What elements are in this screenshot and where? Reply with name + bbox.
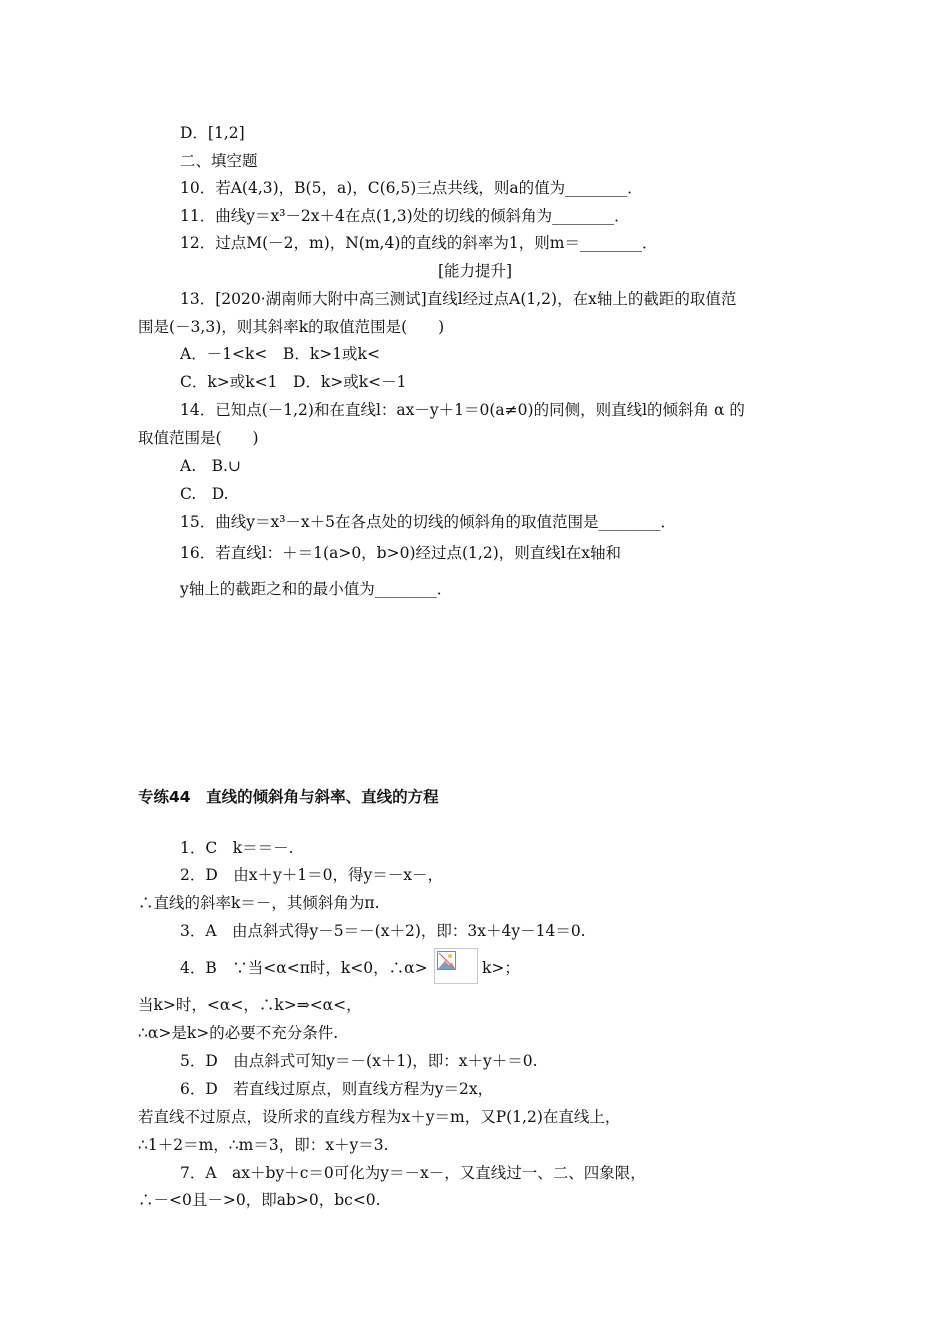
answer-2-line1: 2．D 由x＋y＋1＝0，得y＝－x－，: [180, 866, 444, 884]
answer-6-line2: 若直线不过原点，设所求的直线方程为x＋y＝m，又P(1,2)在直线上，: [138, 1108, 621, 1126]
question-14-line2: 取值范围是( ): [138, 429, 259, 447]
answer-4-line2: 当k>时，<α<，∴k>⇒<α<，: [138, 996, 362, 1014]
answer-6-line3: ∴1＋2＝m，∴m＝3，即：x＋y＝3.: [138, 1136, 389, 1154]
answer-6-line1: 6．D 若直线过原点，则直线方程为y＝2x，: [180, 1080, 494, 1098]
answer-7-line2: ∴－<0且－>0，即ab>0，bc<0.: [138, 1191, 381, 1209]
answer-4-line3: ∴α>是k>的必要不充分条件.: [138, 1024, 339, 1042]
answer-2-line2: ∴直线的斜率k＝－，其倾斜角为π.: [138, 894, 380, 912]
answer-1: 1．C k＝＝－.: [180, 839, 294, 857]
answer-section-title: 专练44 直线的倾斜角与斜率、直线的方程: [138, 788, 439, 806]
broken-image-icon: [434, 948, 478, 984]
question-14-options-ab: A. B.∪: [180, 457, 241, 475]
answer-3: 3．A 由点斜式得y－5＝－(x＋2)，即：3x＋4y－14＝0.: [180, 922, 586, 940]
question-12: 12．过点M(－2，m)，N(m,4)的直线的斜率为1，则m＝________．: [180, 234, 658, 252]
fill-in-heading: 二、填空题: [180, 152, 258, 170]
question-16-line1: 16．若直线l：＋＝1(a>0，b>0)经过点(1,2)，则直线l在x轴和: [180, 544, 621, 562]
question-14-line1: 14．已知点(－1,2)和在直线l：ax－y＋1＝0(a≠0)的同侧，则直线l的倾斜角 α 的: [180, 401, 745, 419]
question-10: 10．若A(4,3)，B(5，a)，C(6,5)三点共线，则a的值为________．: [180, 179, 643, 197]
option-d-line: D．[1,2]: [180, 124, 245, 142]
answer-5: 5．D 由点斜式可知y＝－(x＋1)，即：x＋y＋＝0.: [180, 1052, 538, 1070]
question-15: 15．曲线y＝x³－x＋5在各点处的切线的倾斜角的取值范围是________．: [180, 513, 677, 531]
section-heading-ability: [能力提升]: [437, 262, 513, 280]
question-11: 11．曲线y＝x³－2x＋4在点(1,3)处的切线的倾斜角为________．: [180, 207, 630, 225]
question-13-options-cd: C．k>或k<1 D．k>或k<－1: [180, 373, 407, 391]
question-13-line2: 围是(－3,3)，则其斜率k的取值范围是( ): [138, 318, 445, 336]
answer-4-line1-post: k>；: [482, 959, 520, 977]
question-13-options-ab: A．－1<k< B．k>1或k<: [180, 345, 380, 363]
question-16-line2: y轴上的截距之和的最小值为________．: [180, 580, 453, 598]
answer-4-line1-pre: 4．B ∵当<α<π时，k<0，∴α>: [180, 959, 428, 977]
answer-7-line1: 7．A ax＋by＋c＝0可化为y＝－x－，又直线过一、二、四象限，: [180, 1164, 646, 1182]
question-13-line1: 13．[2020·湖南师大附中高三测试]直线l经过点A(1,2)，在x轴上的截距的取值范: [180, 290, 737, 308]
question-14-options-cd: C. D.: [180, 485, 229, 503]
